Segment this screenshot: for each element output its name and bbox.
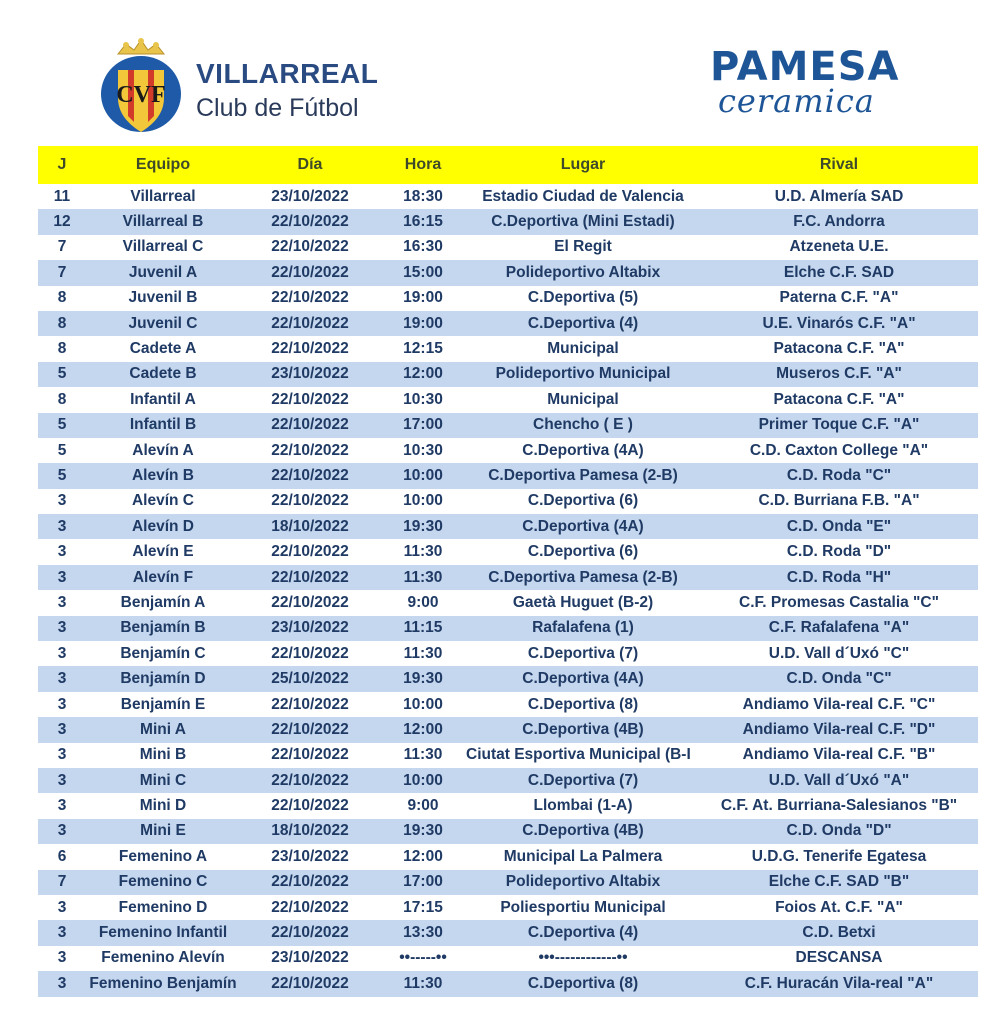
cell-rival: C.D. Onda "E" [700,514,978,539]
table-row [38,311,978,336]
cell-jornada: 3 [38,819,86,844]
cell-lugar: Municipal [547,390,619,408]
table-row [38,692,978,717]
cell-lugar: Poliesportiu Municipal [500,898,666,916]
cell-rival: DESCANSA [795,949,883,967]
table-row [38,616,978,641]
cell-lugar: C.Deportiva (7) [466,768,700,793]
cell-hora: 9:00 [407,593,439,611]
cell-dia: 23/10/2022 [240,616,380,641]
table-row [38,717,978,742]
cell-hora: 19:30 [380,514,466,539]
cell-equipo: Juvenil A [86,260,240,285]
cell-lugar: Polideportivo Altabix [466,260,700,285]
club-subtitle: Club de Fútbol [196,94,359,122]
cell-lugar: C.Deportiva Pamesa (2-B) [466,565,700,590]
cell-hora: ••-----•• [399,949,447,967]
cell-dia: 22/10/2022 [240,870,380,895]
sponsor-title: PAMESA [710,44,900,90]
cell-rival: U.E. Vinarós C.F. "A" [700,311,978,336]
cell-rival: C.D. Roda "C" [700,463,978,488]
cell-rival: Andiamo Vila-real C.F. "D" [700,717,978,742]
cell-hora: 19:30 [380,666,466,691]
table-row [38,438,978,463]
cell-hora: 11:30 [403,644,443,662]
cell-hora: 10:00 [403,695,443,713]
cell-jornada: 8 [38,311,86,336]
cell-equipo: Alevín E [132,543,194,561]
cell-hora: 17:15 [403,898,443,916]
club-title: VILLARREAL [196,58,379,89]
cell-equipo: Cadete B [86,362,240,387]
cell-lugar: Municipal [547,340,619,358]
cell-dia: 18/10/2022 [240,819,380,844]
cell-hora: 10:00 [403,492,443,510]
table-row [38,413,978,438]
cell-rival: C.D. Caxton College "A" [749,441,929,459]
table-row [38,768,978,793]
cell-dia: 22/10/2022 [271,492,349,510]
cell-hora: 19:00 [380,311,466,336]
cell-rival: Foios At. C.F. "A" [775,898,903,916]
pamesa-logo [706,44,916,124]
cell-equipo: Villarreal C [122,238,204,256]
cell-dia: 22/10/2022 [240,717,380,742]
cell-dia: 22/10/2022 [271,289,349,307]
cell-rival: Andiamo Vila-real C.F. "C" [742,695,936,713]
table-row [38,539,978,564]
cell-rival: C.D. Onda "D" [700,819,978,844]
cell-jornada: 11 [53,187,71,205]
column-header-equipo: Equipo [86,146,240,184]
cell-lugar: C.Deportiva (8) [466,971,700,996]
cell-hora: 12:00 [380,362,466,387]
cell-lugar: Municipal La Palmera [503,847,663,865]
cell-jornada: 3 [57,492,67,510]
cell-jornada: 3 [38,565,86,590]
cell-dia: 22/10/2022 [271,644,349,662]
cell-dia: 22/10/2022 [240,971,380,996]
table-row [38,870,978,895]
cell-rival: U.D. Vall d´Uxó "A" [700,768,978,793]
fixtures-table [38,146,978,997]
cell-jornada: 3 [57,797,67,815]
cell-rival: F.C. Andorra [700,209,978,234]
cell-rival: Elche C.F. SAD [700,260,978,285]
cell-dia: 22/10/2022 [271,746,349,764]
villarreal-crest-icon [96,36,186,136]
cell-equipo: Femenino D [118,898,208,916]
cell-lugar: C.Deportiva (Mini Estadi) [466,209,700,234]
crest-initials: CVF [116,82,166,108]
cell-hora: 10:30 [403,390,443,408]
column-header-lugar: Lugar [466,146,700,184]
cell-hora: 19:30 [380,819,466,844]
cell-hora: 19:00 [403,289,443,307]
cell-equipo: Alevín C [131,492,194,510]
table-row [38,514,978,539]
cell-equipo: Femenino C [86,870,240,895]
cell-jornada: 3 [57,746,67,764]
cell-dia: 22/10/2022 [271,797,349,815]
table-row [38,793,978,818]
cell-rival: C.F. Promesas Castalia "C" [739,593,939,611]
cell-lugar: C.Deportiva (7) [527,644,639,662]
cell-equipo: Femenino Benjamín [86,971,240,996]
cell-jornada: 3 [38,616,86,641]
cell-equipo: Femenino Infantil [86,920,240,945]
cell-dia: 25/10/2022 [240,666,380,691]
cell-jornada: 5 [38,463,86,488]
table-row [38,463,978,488]
table-row [38,641,978,666]
cell-jornada: 3 [38,514,86,539]
cell-hora: 12:00 [380,717,466,742]
cell-jornada: 3 [57,949,67,967]
cell-lugar: C.Deportiva (4A) [466,514,700,539]
cell-equipo: Infantil A [130,390,196,408]
cell-hora: 12:15 [403,340,443,358]
cell-lugar: Polideportivo Municipal [466,362,700,387]
cell-hora: 11:30 [403,543,443,561]
cell-jornada: 7 [57,238,67,256]
table-row [38,946,978,971]
cell-equipo: Alevín D [86,514,240,539]
column-header-j: J [38,146,86,184]
cell-lugar: C.Deportiva (6) [527,492,639,510]
column-header-dia: Día [240,146,380,184]
cell-dia: 22/10/2022 [240,311,380,336]
cell-jornada: 3 [57,593,67,611]
cell-rival: U.D. Almería SAD [774,187,904,205]
table-row [38,666,978,691]
cell-equipo: Mini D [139,797,187,815]
cell-dia: 22/10/2022 [271,898,349,916]
table-row [38,235,978,260]
fixtures-body [38,184,978,997]
cell-hora: 17:00 [380,413,466,438]
table-row [38,362,978,387]
cell-dia: 22/10/2022 [240,920,380,945]
cell-dia: 18/10/2022 [240,514,380,539]
cell-hora: 10:00 [380,768,466,793]
cell-jornada: 3 [57,898,67,916]
cell-dia: 22/10/2022 [271,238,349,256]
cell-hora: 12:00 [403,847,443,865]
cell-rival: U.D.G. Tenerife Egatesa [751,847,927,865]
cell-equipo: Juvenil B [128,289,198,307]
cell-lugar: C.Deportiva (8) [527,695,639,713]
cell-equipo: Villarreal B [86,209,240,234]
cell-equipo: Infantil B [86,413,240,438]
cell-dia: 22/10/2022 [240,209,380,234]
sponsor-subtitle: ceramica [718,82,875,120]
table-row [38,489,978,514]
cell-lugar: C.Deportiva (4B) [466,819,700,844]
cell-dia: 22/10/2022 [271,695,349,713]
cell-lugar: Gaetà Huguet (B-2) [512,593,654,611]
cell-jornada: 3 [57,695,67,713]
cell-dia: 22/10/2022 [240,260,380,285]
column-header-rival: Rival [700,146,978,184]
cell-lugar: •••------------•• [538,949,628,967]
cell-dia: 22/10/2022 [271,390,349,408]
cell-dia: 22/10/2022 [271,593,349,611]
cell-dia: 22/10/2022 [271,340,349,358]
cell-hora: 15:00 [380,260,466,285]
cell-jornada: 7 [38,260,86,285]
cell-hora: 18:30 [403,187,443,205]
cell-rival: Patacona C.F. "A" [773,390,905,408]
cell-lugar: C.Deportiva Pamesa (2-B) [466,463,700,488]
cell-hora: 16:30 [403,238,443,256]
cell-lugar: C.Deportiva (4) [466,311,700,336]
cell-lugar: Llombai (1-A) [533,797,633,815]
cell-jornada: 5 [38,413,86,438]
cell-rival: C.F. At. Burriana-Salesianos "B" [720,797,958,815]
table-row [38,895,978,920]
cell-jornada: 3 [38,971,86,996]
cell-dia: 23/10/2022 [240,362,380,387]
cell-jornada: 8 [57,390,67,408]
cell-rival: C.D. Betxi [700,920,978,945]
cell-equipo: Mini C [86,768,240,793]
cell-dia: 23/10/2022 [271,187,349,205]
cell-rival: Andiamo Vila-real C.F. "B" [742,746,936,764]
cell-equipo: Alevín A [132,441,194,459]
cell-hora: 11:30 [403,746,443,764]
cell-jornada: 5 [38,362,86,387]
cell-hora: 11:30 [380,971,466,996]
cell-lugar: Rafalafena (1) [466,616,700,641]
cell-jornada: 3 [38,768,86,793]
cell-jornada: 6 [57,847,67,865]
cell-jornada: 3 [57,644,67,662]
table-header-row [38,146,978,184]
cell-jornada: 3 [38,920,86,945]
cell-rival: C.F. Rafalafena "A" [700,616,978,641]
cell-equipo: Alevín F [86,565,240,590]
cell-rival: Atzeneta U.E. [789,238,889,256]
cell-jornada: 5 [57,441,67,459]
table-row [38,565,978,590]
cell-lugar: C.Deportiva (4A) [522,441,644,459]
cell-rival: Museros C.F. "A" [700,362,978,387]
column-header-hora: Hora [380,146,466,184]
cell-lugar: Estadio Ciudad de Valencia [482,187,684,205]
cell-lugar: C.Deportiva (4A) [466,666,700,691]
cell-dia: 22/10/2022 [271,543,349,561]
cell-equipo: Benjamín B [86,616,240,641]
cell-dia: 22/10/2022 [240,565,380,590]
table-row [38,920,978,945]
cell-rival: Patacona C.F. "A" [773,340,905,358]
cell-lugar: C.Deportiva (4) [466,920,700,945]
cell-rival: Paterna C.F. "A" [779,289,899,307]
cell-dia: 23/10/2022 [271,847,349,865]
cell-equipo: Benjamín E [120,695,206,713]
cell-hora: 11:15 [380,616,466,641]
cell-rival: U.D. Vall d´Uxó "C" [768,644,910,662]
cell-hora: 9:00 [407,797,439,815]
cell-hora: 10:00 [380,463,466,488]
cell-rival: C.D. Burriana F.B. "A" [758,492,920,510]
cell-equipo: Mini B [139,746,187,764]
cell-equipo: Villarreal [130,187,196,205]
table-row [38,743,978,768]
cell-lugar: C.Deportiva (6) [527,543,639,561]
cell-lugar: Chencho ( E ) [466,413,700,438]
cell-hora: 11:30 [380,565,466,590]
table-row [38,260,978,285]
cell-dia: 22/10/2022 [240,463,380,488]
cell-equipo: Alevín B [86,463,240,488]
cell-lugar: C.Deportiva (5) [527,289,639,307]
cell-jornada: 8 [57,340,67,358]
cell-rival: C.D. Roda "D" [786,543,892,561]
cell-rival: Primer Toque C.F. "A" [700,413,978,438]
cell-lugar: Ciutat Esportiva Municipal (B-I [466,746,691,764]
cell-jornada: 7 [38,870,86,895]
cell-hora: 17:00 [380,870,466,895]
cell-equipo: Mini A [86,717,240,742]
cell-jornada: 3 [38,666,86,691]
cell-jornada: 12 [38,209,86,234]
cell-lugar: Polideportivo Altabix [466,870,700,895]
cell-equipo: Benjamín C [120,644,206,662]
cell-equipo: Mini E [86,819,240,844]
villarreal-logo [96,36,386,136]
table-row [38,819,978,844]
cell-dia: 23/10/2022 [271,949,349,967]
cell-equipo: Cadete A [129,340,197,358]
table-row [38,844,978,869]
cell-dia: 22/10/2022 [271,441,349,459]
cell-lugar: C.Deportiva (4B) [466,717,700,742]
cell-dia: 22/10/2022 [240,413,380,438]
cell-equipo: Juvenil C [86,311,240,336]
table-row [38,286,978,311]
table-row [38,209,978,234]
cell-jornada: 3 [57,543,67,561]
cell-rival: Elche C.F. SAD "B" [700,870,978,895]
cell-rival: C.D. Onda "C" [700,666,978,691]
table-row [38,336,978,361]
cell-jornada: 8 [57,289,67,307]
table-row [38,184,978,209]
cell-equipo: Femenino Alevín [101,949,225,967]
table-row [38,971,978,996]
cell-jornada: 3 [38,717,86,742]
cell-hora: 16:15 [380,209,466,234]
table-row [38,387,978,412]
cell-hora: 13:30 [380,920,466,945]
cell-equipo: Benjamín D [86,666,240,691]
cell-equipo: Benjamín A [120,593,206,611]
cell-rival: C.D. Roda "H" [700,565,978,590]
cell-dia: 22/10/2022 [240,768,380,793]
table-row [38,590,978,615]
cell-lugar: El Regit [554,238,612,256]
cell-hora: 10:30 [403,441,443,459]
cell-equipo: Femenino A [118,847,208,865]
cell-rival: C.F. Huracán Vila-real "A" [700,971,978,996]
